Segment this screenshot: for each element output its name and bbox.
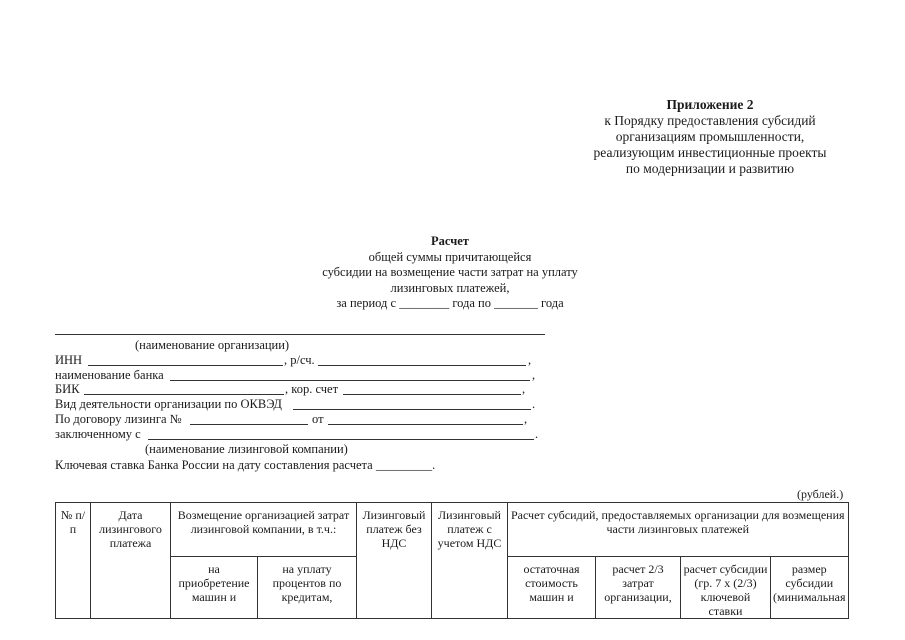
bank-label: наименование банка [55,368,164,382]
bank-line [170,380,530,381]
okved-label: Вид деятельности организации по ОКВЭД [55,397,282,411]
account-label: , р/сч. [284,353,315,367]
calculation-line-3: лизинговых платежей, [390,280,510,295]
leasing-company-caption: (наименование лизинговой компании) [145,442,348,456]
contract-comma: , [524,412,528,426]
bik-label: БИК [55,382,80,396]
corr-account-comma: , [522,382,526,396]
concluded-dot: . [535,427,539,441]
inn-line [88,365,283,366]
bik-line [84,394,284,395]
header-number: № п/п [56,503,91,619]
units-label: (рублей.) [797,487,844,501]
calculation-period-line: за период с ________ года по _______ года [336,296,564,310]
appendix-block [540,97,880,177]
header-subsidy-calculation: Расчет субсидий, предоставляемых организации для возмещения части лизинговых платежей [508,503,849,557]
subsidy-calculation-table [55,502,849,619]
header-payment-with-vat: Лизинговый платеж с учетом НДС [432,503,508,619]
account-line [318,365,526,366]
contract-label: По договору лизинга № [55,412,182,426]
leasing-company-line [148,439,534,440]
corr-account-line [343,394,521,395]
appendix-line-1: к Порядку предоставления субсидий [604,113,816,128]
okved-line [293,409,531,410]
corr-account-label: , кор. счет [285,382,339,396]
contract-date-line [328,424,523,425]
subheader-two-thirds-costs: расчет 2/3 затрат организации, [596,557,681,619]
bank-comma: , [532,368,536,382]
subheader-subsidy-size: размер субсидии (минимальная [771,557,849,619]
appendix-line-2: организациям промышленности, [615,129,805,144]
organization-name-caption: (наименование организации) [135,338,290,352]
key-rate-line: Ключевая ставка Банка России на дату составления расчета _________. [55,458,436,472]
concluded-label: заключенному с [55,427,141,441]
header-payment-date: Дата лизингового платежа [91,503,171,619]
header-payment-without-vat: Лизинговый платеж без НДС [357,503,432,619]
header-reimbursement: Возмещение организацией затрат лизинговой компании, в т.ч.: [171,503,357,557]
table-header-row [56,503,849,557]
calculation-title: Расчет [431,234,469,248]
okved-dot: . [532,397,536,411]
subheader-residual-value: остаточная стоимость машин и [508,557,596,619]
subheader-loan-interest: на уплату процентов по кредитам, [258,557,357,619]
contract-from-label: от [312,412,324,426]
calculation-heading [250,234,650,312]
appendix-line-3: реализующим инвестиционные проекты [593,145,827,160]
organization-name-line [55,334,545,335]
contract-number-line [190,424,308,425]
subheader-subsidy-calculation: расчет субсидии (гр. 7 х (2/3) ключевой ставки [681,557,771,619]
appendix-title: Приложение 2 [666,97,754,112]
calculation-line-1: общей суммы причитающейся [368,249,532,264]
appendix-line-4: по модернизации и развитию [625,161,795,176]
account-comma: , [528,353,532,367]
subheader-machines-purchase: на приобретение машин и [171,557,258,619]
inn-label: ИНН [55,353,83,367]
calculation-line-2: субсидии на возмещение части затрат на уплату [322,265,578,279]
